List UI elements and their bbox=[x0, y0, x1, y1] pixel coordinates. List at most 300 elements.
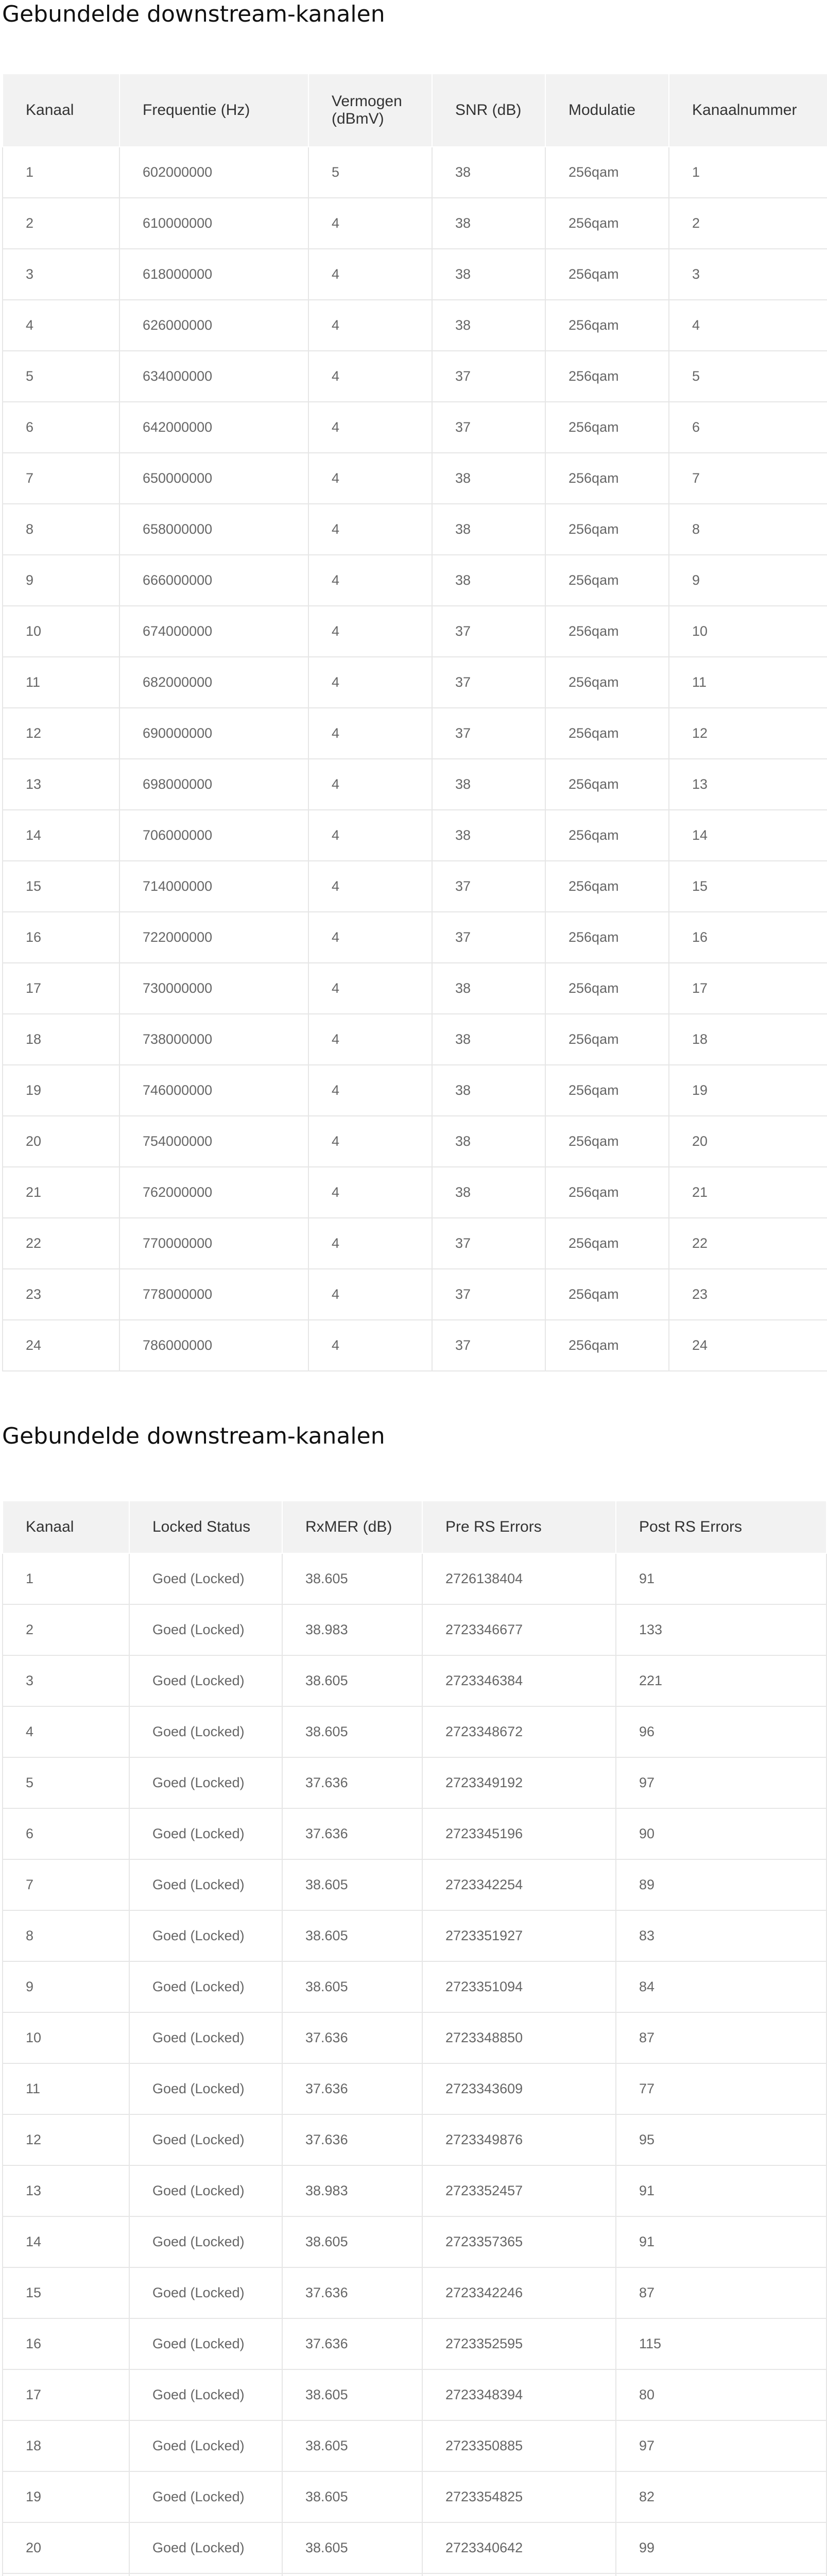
table-cell: 256qam bbox=[545, 1116, 669, 1167]
table-cell: 666000000 bbox=[119, 555, 308, 606]
table-cell: 698000000 bbox=[119, 759, 308, 810]
table-cell: 14 bbox=[669, 810, 827, 861]
table-cell: 2723350885 bbox=[422, 2420, 616, 2471]
table-cell: 256qam bbox=[545, 249, 669, 300]
table-cell bbox=[129, 2573, 282, 2576]
table-cell: 38 bbox=[432, 555, 545, 606]
table-cell: 9 bbox=[3, 555, 119, 606]
table-cell: 38.605 bbox=[282, 1553, 422, 1604]
table-cell: 642000000 bbox=[119, 402, 308, 453]
table-cell: Goed (Locked) bbox=[129, 2267, 282, 2318]
table-row bbox=[3, 1269, 827, 1320]
table-cell: 722000000 bbox=[119, 912, 308, 963]
table-cell: 22 bbox=[669, 1218, 827, 1269]
table-cell: 778000000 bbox=[119, 1269, 308, 1320]
table-cell: 1 bbox=[669, 147, 827, 198]
table-header-row bbox=[3, 74, 827, 147]
table-cell: 2 bbox=[3, 1604, 129, 1655]
table-cell: 256qam bbox=[545, 198, 669, 249]
column-header-frequency: Frequentie (Hz) bbox=[119, 74, 308, 147]
table-cell: 17 bbox=[3, 2369, 129, 2420]
table-cell: 2723354825 bbox=[422, 2471, 616, 2522]
table-cell: 4 bbox=[308, 453, 432, 504]
table-cell: 4 bbox=[308, 351, 432, 402]
section-title-bonded-downstream-channels-status: Gebundelde downstream-kanalen bbox=[2, 1423, 385, 1449]
table-cell: 16 bbox=[3, 2318, 129, 2369]
table-cell: 37.636 bbox=[282, 1757, 422, 1808]
table-cell: 2 bbox=[669, 198, 827, 249]
table-cell: 3 bbox=[669, 249, 827, 300]
table-cell: 87 bbox=[616, 2267, 826, 2318]
table-cell: 256qam bbox=[545, 963, 669, 1014]
table-cell: 18 bbox=[669, 1014, 827, 1065]
table-cell: 9 bbox=[3, 1961, 129, 2012]
table-cell: 38.605 bbox=[282, 1655, 422, 1706]
table-cell: 682000000 bbox=[119, 657, 308, 708]
table-cell: 256qam bbox=[545, 1320, 669, 1371]
table-row bbox=[3, 759, 827, 810]
table-cell: 256qam bbox=[545, 1167, 669, 1218]
table-cell: 38.605 bbox=[282, 2471, 422, 2522]
table-row bbox=[3, 453, 827, 504]
table-cell: 37 bbox=[432, 606, 545, 657]
table-cell: 256qam bbox=[545, 300, 669, 351]
table-cell: 38 bbox=[432, 198, 545, 249]
table-cell: 10 bbox=[3, 606, 119, 657]
table-cell: 37.636 bbox=[282, 2318, 422, 2369]
table-cell: 4 bbox=[308, 555, 432, 606]
table-cell: Goed (Locked) bbox=[129, 1604, 282, 1655]
table-cell: 2723346677 bbox=[422, 1604, 616, 1655]
table-cell: 17 bbox=[669, 963, 827, 1014]
table-row bbox=[3, 2369, 826, 2420]
table-cell: 37.636 bbox=[282, 2063, 422, 2114]
table-cell: 37.636 bbox=[282, 2012, 422, 2063]
column-header-locked-status: Locked Status bbox=[129, 1501, 282, 1553]
table-cell: Goed (Locked) bbox=[129, 1757, 282, 1808]
table-cell: 38 bbox=[432, 1065, 545, 1116]
table-cell: 4 bbox=[308, 963, 432, 1014]
table-cell: 786000000 bbox=[119, 1320, 308, 1371]
table-cell: 13 bbox=[3, 2165, 129, 2216]
table-row bbox=[3, 2267, 826, 2318]
table-cell: 38.605 bbox=[282, 1961, 422, 2012]
table-cell: 690000000 bbox=[119, 708, 308, 759]
table-cell: 2723343609 bbox=[422, 2063, 616, 2114]
table-cell: 20 bbox=[669, 1116, 827, 1167]
column-header-snr: SNR (dB) bbox=[432, 74, 545, 147]
table-row bbox=[3, 1116, 827, 1167]
table-cell: 618000000 bbox=[119, 249, 308, 300]
table-cell: 37 bbox=[432, 912, 545, 963]
section-title-bonded-downstream-channels: Gebundelde downstream-kanalen bbox=[2, 1, 385, 27]
column-header-channel: Kanaal bbox=[3, 1501, 129, 1553]
table-cell: 38 bbox=[432, 147, 545, 198]
table-row bbox=[3, 963, 827, 1014]
table-cell: 4 bbox=[669, 300, 827, 351]
table-row bbox=[3, 1859, 826, 1910]
table-cell: Goed (Locked) bbox=[129, 2063, 282, 2114]
table-cell: 37 bbox=[432, 861, 545, 912]
table-cell: 4 bbox=[308, 504, 432, 555]
table-cell: 658000000 bbox=[119, 504, 308, 555]
table-cell: 256qam bbox=[545, 402, 669, 453]
table-cell: Goed (Locked) bbox=[129, 2522, 282, 2573]
table-cell: 8 bbox=[3, 504, 119, 555]
table-cell: Goed (Locked) bbox=[129, 2318, 282, 2369]
column-header-rxmer: RxMER (dB) bbox=[282, 1501, 422, 1553]
table-cell: 1 bbox=[3, 1553, 129, 1604]
table-cell: 11 bbox=[3, 2063, 129, 2114]
table-cell: Goed (Locked) bbox=[129, 2369, 282, 2420]
table-row bbox=[3, 2114, 826, 2165]
table-cell: 37 bbox=[432, 657, 545, 708]
table-cell: 4 bbox=[308, 708, 432, 759]
table-cell: 91 bbox=[616, 2165, 826, 2216]
table-cell: 4 bbox=[308, 810, 432, 861]
column-header-channel: Kanaal bbox=[3, 74, 119, 147]
table-cell: 13 bbox=[3, 759, 119, 810]
table-cell: 82 bbox=[616, 2471, 826, 2522]
table-cell: 16 bbox=[669, 912, 827, 963]
table-row bbox=[3, 504, 827, 555]
table-cell: 8 bbox=[3, 1910, 129, 1961]
table-row bbox=[3, 1553, 826, 1604]
table-cell: Goed (Locked) bbox=[129, 1706, 282, 1757]
table-cell: 762000000 bbox=[119, 1167, 308, 1218]
table-cell: 12 bbox=[3, 708, 119, 759]
table-cell: 24 bbox=[669, 1320, 827, 1371]
table-cell: 256qam bbox=[545, 912, 669, 963]
table-cell: 4 bbox=[308, 657, 432, 708]
table-cell: Goed (Locked) bbox=[129, 2216, 282, 2267]
table-cell: 38.605 bbox=[282, 2420, 422, 2471]
table-cell: 2723349192 bbox=[422, 1757, 616, 1808]
table-cell: 4 bbox=[308, 249, 432, 300]
table-cell: 38.983 bbox=[282, 1604, 422, 1655]
table-cell: 754000000 bbox=[119, 1116, 308, 1167]
table-cell: 256qam bbox=[545, 147, 669, 198]
table-cell: 15 bbox=[3, 2267, 129, 2318]
table-cell: 80 bbox=[616, 2369, 826, 2420]
table-cell: 38 bbox=[432, 249, 545, 300]
table-row bbox=[3, 1014, 827, 1065]
table-cell: 97 bbox=[616, 2420, 826, 2471]
table-cell: 674000000 bbox=[119, 606, 308, 657]
table-cell: 4 bbox=[308, 1269, 432, 1320]
table-cell: 23 bbox=[669, 1269, 827, 1320]
table-cell: 4 bbox=[308, 912, 432, 963]
table-cell: 4 bbox=[308, 402, 432, 453]
table-cell: 256qam bbox=[545, 759, 669, 810]
table-row bbox=[3, 2063, 826, 2114]
table-cell: 133 bbox=[616, 1604, 826, 1655]
table-cell: 2723352595 bbox=[422, 2318, 616, 2369]
table-body bbox=[3, 1553, 826, 2576]
table-cell: 38.605 bbox=[282, 2369, 422, 2420]
table-cell: 38 bbox=[432, 1014, 545, 1065]
table-cell: 19 bbox=[3, 2471, 129, 2522]
table-cell: 4 bbox=[308, 1065, 432, 1116]
table-cell: 38 bbox=[432, 963, 545, 1014]
table-body bbox=[3, 147, 827, 1371]
table-cell: 256qam bbox=[545, 504, 669, 555]
table-cell: 21 bbox=[3, 1167, 119, 1218]
table-cell: 4 bbox=[308, 1320, 432, 1371]
table-row bbox=[3, 147, 827, 198]
table-cell: Goed (Locked) bbox=[129, 2420, 282, 2471]
table-cell: 4 bbox=[3, 1706, 129, 1757]
table-row bbox=[3, 402, 827, 453]
table-cell: 38.605 bbox=[282, 2522, 422, 2573]
table-cell: 256qam bbox=[545, 606, 669, 657]
table-cell: 11 bbox=[669, 657, 827, 708]
table-cell: 626000000 bbox=[119, 300, 308, 351]
table-cell: 5 bbox=[3, 351, 119, 402]
table-cell: 5 bbox=[669, 351, 827, 402]
table-cell: 38.605 bbox=[282, 1706, 422, 1757]
table-cell: 2723342254 bbox=[422, 1859, 616, 1910]
table-row bbox=[3, 198, 827, 249]
table-cell: 38.983 bbox=[282, 2165, 422, 2216]
table-cell: Goed (Locked) bbox=[129, 1910, 282, 1961]
table-cell: 77 bbox=[616, 2063, 826, 2114]
table-cell: 2723351094 bbox=[422, 1961, 616, 2012]
table-row bbox=[3, 2522, 826, 2573]
table-cell bbox=[282, 2573, 422, 2576]
table-row bbox=[3, 606, 827, 657]
table-cell: 5 bbox=[3, 1757, 129, 1808]
table-row bbox=[3, 1655, 826, 1706]
table-cell: 256qam bbox=[545, 555, 669, 606]
column-header-modulation: Modulatie bbox=[545, 74, 669, 147]
table-cell: 2723345196 bbox=[422, 1808, 616, 1859]
table-cell: 38 bbox=[432, 453, 545, 504]
table-cell: 3 bbox=[3, 249, 119, 300]
table-cell: 4 bbox=[308, 300, 432, 351]
table-cell: 38 bbox=[432, 759, 545, 810]
table-row bbox=[3, 1961, 826, 2012]
table-cell: 2723348850 bbox=[422, 2012, 616, 2063]
table-row bbox=[3, 2573, 826, 2576]
table-cell: 7 bbox=[3, 1859, 129, 1910]
table-row bbox=[3, 351, 827, 402]
table-cell: 2723349876 bbox=[422, 2114, 616, 2165]
table-cell: 7 bbox=[3, 453, 119, 504]
table-header-row bbox=[3, 1501, 826, 1553]
table-cell: 2723351927 bbox=[422, 1910, 616, 1961]
table-cell: 99 bbox=[616, 2522, 826, 2573]
table-cell: 610000000 bbox=[119, 198, 308, 249]
table-cell: 256qam bbox=[545, 708, 669, 759]
table-row bbox=[3, 2012, 826, 2063]
table-cell: 256qam bbox=[545, 453, 669, 504]
table-cell: 84 bbox=[616, 1961, 826, 2012]
table-cell: 2723352457 bbox=[422, 2165, 616, 2216]
table-cell: 2723346384 bbox=[422, 1655, 616, 1706]
table-cell: Goed (Locked) bbox=[129, 2114, 282, 2165]
table-cell: 15 bbox=[669, 861, 827, 912]
table-cell: 4 bbox=[308, 198, 432, 249]
table-cell: 97 bbox=[616, 1757, 826, 1808]
table-cell: 221 bbox=[616, 1655, 826, 1706]
table-cell: 2723342246 bbox=[422, 2267, 616, 2318]
table-cell: 38 bbox=[432, 810, 545, 861]
table-cell: 6 bbox=[669, 402, 827, 453]
table-cell: 14 bbox=[3, 810, 119, 861]
table-cell: Goed (Locked) bbox=[129, 1808, 282, 1859]
table-cell: 12 bbox=[669, 708, 827, 759]
table-cell: 83 bbox=[616, 1910, 826, 1961]
table-cell: 2726138404 bbox=[422, 1553, 616, 1604]
table-row bbox=[3, 2216, 826, 2267]
table-row bbox=[3, 2471, 826, 2522]
table-cell: 602000000 bbox=[119, 147, 308, 198]
table-cell bbox=[616, 2573, 826, 2576]
table-cell: 8 bbox=[669, 504, 827, 555]
table-cell: 38.605 bbox=[282, 2216, 422, 2267]
table-row bbox=[3, 1218, 827, 1269]
table-cell: 38.605 bbox=[282, 1910, 422, 1961]
table-cell: 20 bbox=[3, 1116, 119, 1167]
table-cell: 1 bbox=[3, 147, 119, 198]
table-cell: Goed (Locked) bbox=[129, 2471, 282, 2522]
table-cell: 37 bbox=[432, 1320, 545, 1371]
table-cell: 13 bbox=[669, 759, 827, 810]
table-cell: 15 bbox=[3, 861, 119, 912]
table-cell: 738000000 bbox=[119, 1014, 308, 1065]
table-row bbox=[3, 1167, 827, 1218]
table-row bbox=[3, 708, 827, 759]
table-cell: 95 bbox=[616, 2114, 826, 2165]
table-cell: 2 bbox=[3, 198, 119, 249]
table-cell: 19 bbox=[3, 1065, 119, 1116]
table-cell: 38 bbox=[432, 1167, 545, 1218]
table-cell: 37 bbox=[432, 1269, 545, 1320]
table-cell: 9 bbox=[669, 555, 827, 606]
table-cell: 5 bbox=[308, 147, 432, 198]
table-cell: 14 bbox=[3, 2216, 129, 2267]
table-cell: 770000000 bbox=[119, 1218, 308, 1269]
table-cell: 4 bbox=[308, 861, 432, 912]
table-cell: 4 bbox=[308, 606, 432, 657]
table-row bbox=[3, 2420, 826, 2471]
table-cell: 37 bbox=[432, 708, 545, 759]
table-cell: 37.636 bbox=[282, 2267, 422, 2318]
table-cell: 10 bbox=[3, 2012, 129, 2063]
table-row bbox=[3, 249, 827, 300]
column-header-power: Vermogen (dBmV) bbox=[308, 74, 432, 147]
table-cell: 706000000 bbox=[119, 810, 308, 861]
table-cell: 256qam bbox=[545, 1218, 669, 1269]
table-cell: 6 bbox=[3, 1808, 129, 1859]
table-cell: 256qam bbox=[545, 351, 669, 402]
table-cell: Goed (Locked) bbox=[129, 1553, 282, 1604]
table-row bbox=[3, 1320, 827, 1371]
table-cell: 17 bbox=[3, 963, 119, 1014]
table-row bbox=[3, 1065, 827, 1116]
table-cell: 2723357365 bbox=[422, 2216, 616, 2267]
table-cell bbox=[422, 2573, 616, 2576]
table-cell: 91 bbox=[616, 1553, 826, 1604]
table-cell: Goed (Locked) bbox=[129, 1655, 282, 1706]
table-cell: 6 bbox=[3, 402, 119, 453]
table-row bbox=[3, 657, 827, 708]
table-row bbox=[3, 1808, 826, 1859]
table-cell: 37 bbox=[432, 351, 545, 402]
table-cell: 18 bbox=[3, 2420, 129, 2471]
table-cell: 634000000 bbox=[119, 351, 308, 402]
table-cell: 87 bbox=[616, 2012, 826, 2063]
table-cell: 650000000 bbox=[119, 453, 308, 504]
table-cell: 16 bbox=[3, 912, 119, 963]
table-cell: 90 bbox=[616, 1808, 826, 1859]
table-row bbox=[3, 1910, 826, 1961]
downstream-channels-table bbox=[2, 73, 827, 1371]
column-header-channel-number: Kanaalnummer bbox=[669, 74, 827, 147]
column-header-pre-rs-errors: Pre RS Errors bbox=[422, 1501, 616, 1553]
table-cell: 19 bbox=[669, 1065, 827, 1116]
table-row bbox=[3, 1706, 826, 1757]
table-cell: 2723348394 bbox=[422, 2369, 616, 2420]
table-row bbox=[3, 555, 827, 606]
table-cell: 7 bbox=[669, 453, 827, 504]
table-row bbox=[3, 861, 827, 912]
table-cell: 37 bbox=[432, 402, 545, 453]
table-cell: Goed (Locked) bbox=[129, 2165, 282, 2216]
table-cell: 18 bbox=[3, 1014, 119, 1065]
table-cell: 23 bbox=[3, 1269, 119, 1320]
table-cell: 38 bbox=[432, 300, 545, 351]
column-header-post-rs-errors: Post RS Errors bbox=[616, 1501, 826, 1553]
table-row bbox=[3, 2165, 826, 2216]
table-cell: 2723340642 bbox=[422, 2522, 616, 2573]
table-cell: 746000000 bbox=[119, 1065, 308, 1116]
table-cell: 21 bbox=[669, 1167, 827, 1218]
table-cell: 4 bbox=[308, 1167, 432, 1218]
table-cell: 4 bbox=[308, 759, 432, 810]
table-cell: 38.605 bbox=[282, 1859, 422, 1910]
table-row bbox=[3, 2318, 826, 2369]
table-cell: 37.636 bbox=[282, 2114, 422, 2165]
table-cell: 37 bbox=[432, 1218, 545, 1269]
table-cell: 11 bbox=[3, 657, 119, 708]
table-cell: 24 bbox=[3, 1320, 119, 1371]
table-cell: 12 bbox=[3, 2114, 129, 2165]
table-cell: 256qam bbox=[545, 657, 669, 708]
table-cell: 96 bbox=[616, 1706, 826, 1757]
table-cell: 4 bbox=[308, 1014, 432, 1065]
table-cell: 256qam bbox=[545, 861, 669, 912]
table-cell: 89 bbox=[616, 1859, 826, 1910]
table-cell: 38 bbox=[432, 504, 545, 555]
table-cell: 20 bbox=[3, 2522, 129, 2573]
table-cell: 3 bbox=[3, 1655, 129, 1706]
table-cell: 37.636 bbox=[282, 1808, 422, 1859]
table-cell: Goed (Locked) bbox=[129, 2012, 282, 2063]
table-cell: 4 bbox=[3, 300, 119, 351]
table-cell: Goed (Locked) bbox=[129, 1859, 282, 1910]
table-cell: 256qam bbox=[545, 810, 669, 861]
table-cell: 256qam bbox=[545, 1269, 669, 1320]
table-cell: 256qam bbox=[545, 1014, 669, 1065]
table-cell: 714000000 bbox=[119, 861, 308, 912]
table-row bbox=[3, 810, 827, 861]
table-cell bbox=[3, 2573, 129, 2576]
table-cell: 115 bbox=[616, 2318, 826, 2369]
table-cell: 38 bbox=[432, 1116, 545, 1167]
table-row bbox=[3, 1757, 826, 1808]
